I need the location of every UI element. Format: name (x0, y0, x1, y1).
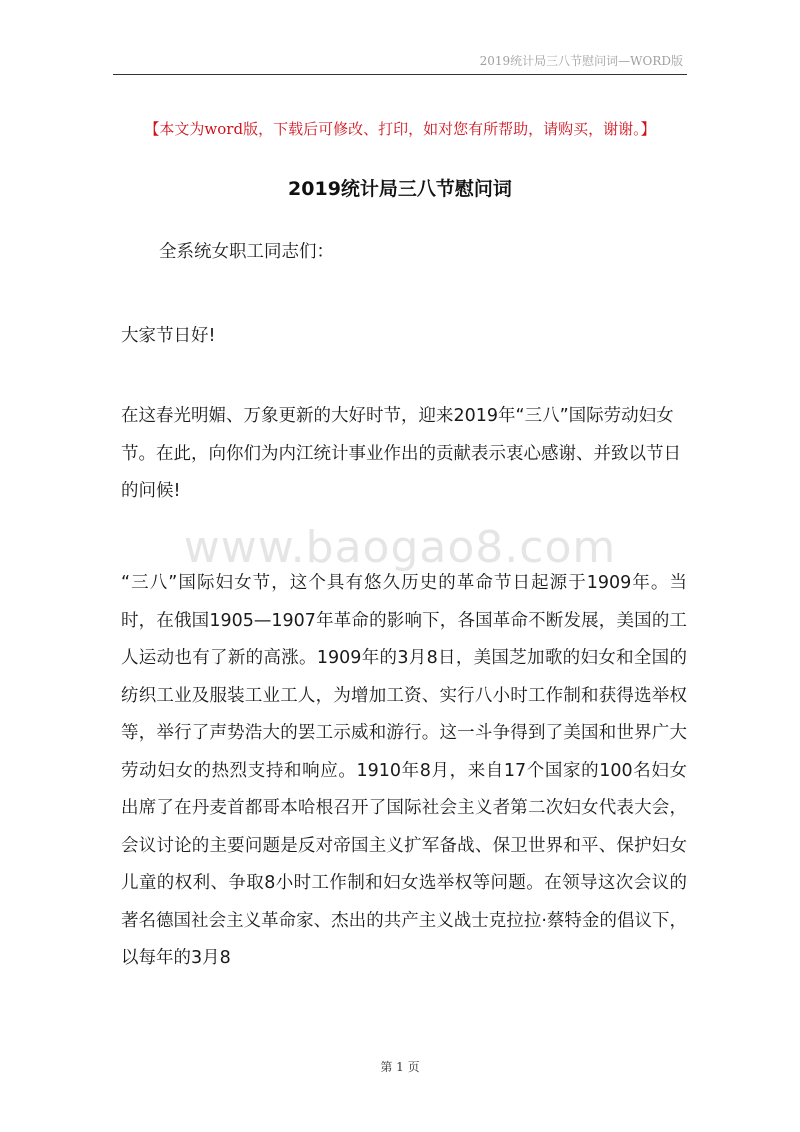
document-title: 2019统计局三八节慰问词 (288, 178, 512, 200)
paragraph-intro: 在这春光明媚、万象更新的大好时节，迎来2019年“三八”国际劳动妇女节。在此，向你们为内江统计事业作出的贡献表示衷心感谢、并致以节日的问候! (121, 406, 681, 501)
running-header: 2019统计局三八节慰问词—WORD版 (479, 54, 683, 68)
holiday-greeting: 大家节日好! (121, 326, 216, 346)
paragraph-history: “三八”国际妇女节，这个具有悠久历史的革命节日起源于1909年。当时，在俄国1905—1907年革命的影响下，各国革命不断发展，美国的工人运动也有了新的高涨。1909年的3月8日，美国芝加歌的妇女和全国的纺织工业及服装工业工人，为增加工资、实行八小时工作制和获得选举权等，举行了声势浩大的罢工示威和游行。这一斗争得到了美国和世界广大劳动妇女的热烈支持和响应。1910年8月，来自17个国家的100名妇女出席了在丹麦首都哥本哈根召开了国际社会主义者第二次妇女代表大会，会议讨论的主要问题是反对帝国主义扩军备战、保卫世界和平、保护妇女儿童的权利、争取8小时工作制和妇女选举权等问题。在领导这次会议的著名德国社会主义革命家、杰出的共产主义战士克拉拉·蔡特金的倡议下，以每年的3月8 (121, 573, 687, 968)
watermark-text: www.baogao8.com (183, 522, 617, 573)
salutation: 全系统女职工同志们： (159, 242, 334, 262)
header-divider (113, 74, 687, 75)
download-notice: 【本文为word版，下载后可修改、打印，如对您有所帮助，请购买，谢谢。】 (144, 120, 656, 138)
page-number: 第 1 页 (380, 1060, 420, 1074)
